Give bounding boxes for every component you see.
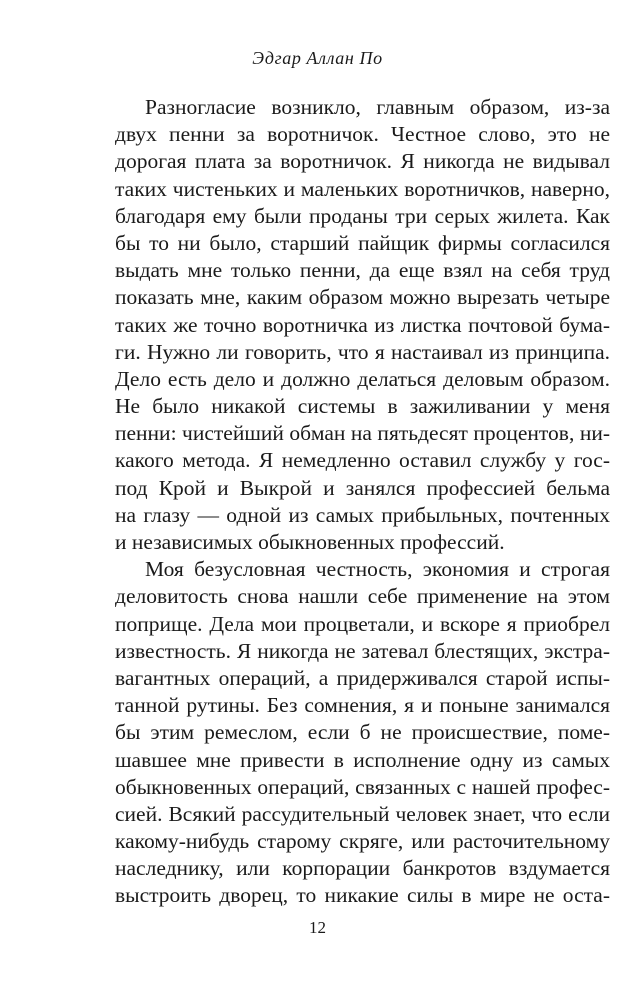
body-text <box>115 94 610 910</box>
page-number: 12 <box>309 918 326 937</box>
text-line: танной рутины. Без сомнения, я и поныне занимался <box>115 693 610 718</box>
text-line: показать мне, каким образом можно вырезать четыре <box>115 285 610 310</box>
text-line: Моя безусловная честность, экономия и строгая <box>145 557 610 582</box>
text-line: Не было никакой системы в зажиливании у меня <box>115 394 610 419</box>
text-line: сией. Всякий рассудительный человек знает, что если <box>115 801 610 826</box>
text-line: вагантных операций, а придерживался старой испы- <box>115 665 610 690</box>
text-line: выдать мне только пенни, да еще взял на себя труд <box>115 258 610 283</box>
text-line: обыкновенных операций, связанных с нашей профес- <box>115 774 610 799</box>
text-line: под Крой и Выкрой и занялся профессией бельма <box>115 475 610 500</box>
paragraph <box>115 556 610 909</box>
text-line: бы то ни было, старший пайщик фирмы согласился <box>115 230 610 255</box>
text-line: Разногласие возникло, главным образом, из-за <box>145 95 610 119</box>
text-line: таких чистеньких и маленьких воротничков, наверно, <box>115 176 610 201</box>
text-line: Дело есть дело и должно делаться деловым образом. <box>115 366 610 391</box>
text-line: двух пенни за воротничок. Честное слово, это не <box>115 122 610 147</box>
paragraph <box>115 94 610 556</box>
text-line: пенни: чистейший обман на пятьдесят процентов, ни- <box>115 421 610 446</box>
text-line: какого метода. Я немедленно оставил службу у гос- <box>115 448 610 473</box>
text-line: шавшее мне привести в исполнение одну из самых <box>115 747 610 772</box>
text-line: дорогая плата за воротничок. Я никогда не видывал <box>115 149 610 174</box>
text-line: благодаря ему были проданы три серых жилета. Как <box>115 203 610 228</box>
text-line: наследнику, или корпорации банкротов вздумается <box>115 856 610 881</box>
text-line: выстроить дворец, то никакие силы в мире не оста- <box>115 883 610 908</box>
text-line: ги. Нужно ли говорить, что я настаивал из принципа. <box>115 339 610 364</box>
text-line: деловитость снова нашли себе применение на этом <box>115 584 610 609</box>
text-line: таких же точно воротничка из листка почтовой бума- <box>115 312 610 337</box>
text-line: поприще. Дела мои процветали, и вскоре я приобрел <box>115 611 610 636</box>
text-line: известность. Я никогда не затевал блестящих, экстра- <box>115 638 610 663</box>
text-line: какому-нибудь старому скряге, или расточительному <box>115 829 610 854</box>
text-line: и независимых обыкновенных профессий. <box>115 530 505 554</box>
running-head: Эдгар Аллан По <box>252 48 383 68</box>
text-line: на глазу — одной из самых прибыльных, почтенных <box>115 502 610 527</box>
text-line: бы этим ремеслом, если б не происшествие, поме- <box>115 720 610 745</box>
